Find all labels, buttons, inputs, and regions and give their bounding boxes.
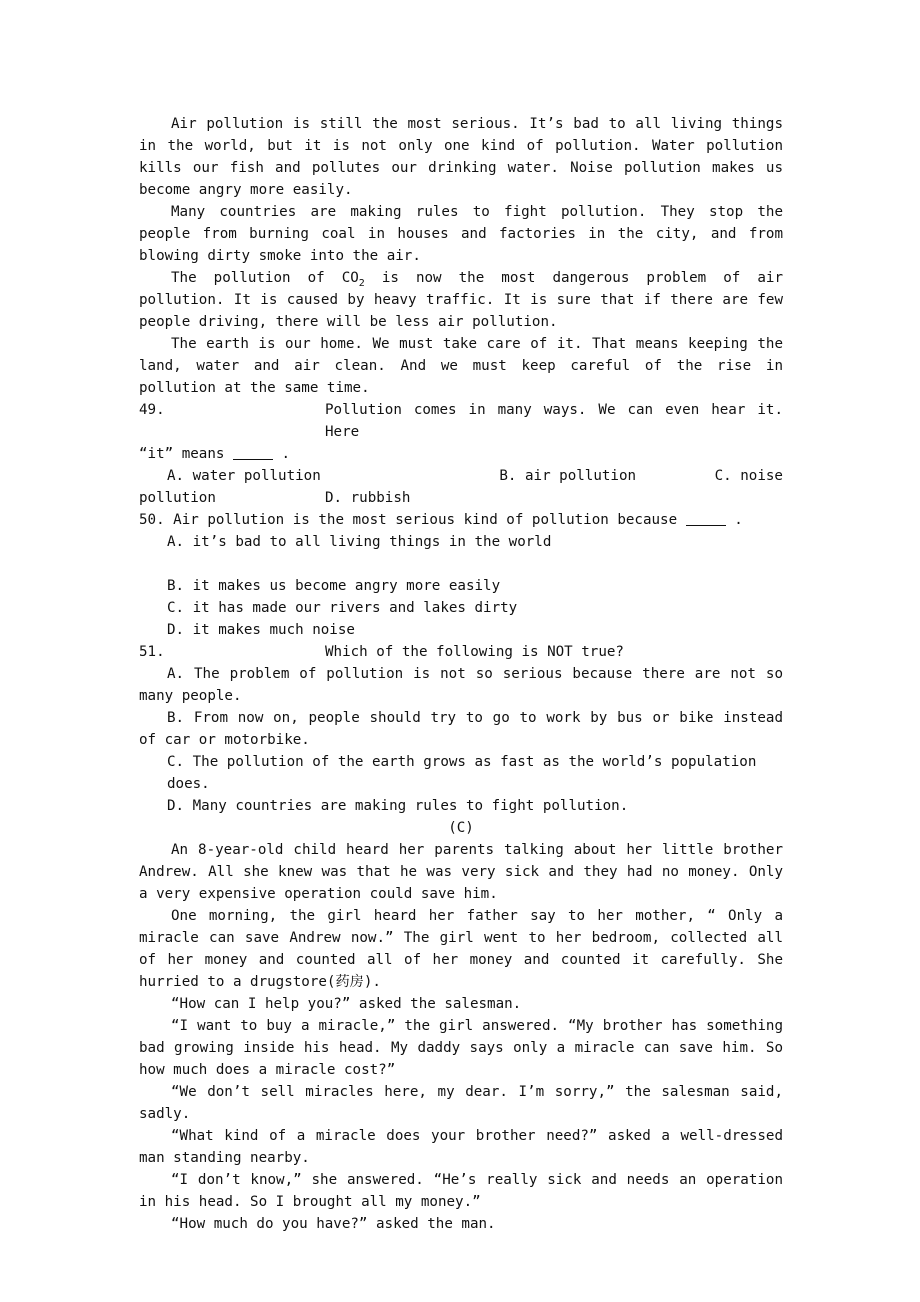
passage-b-paragraph-3 bbox=[139, 267, 783, 333]
option-b: B. air pollution bbox=[499, 468, 637, 484]
option-a: A. The problem of pollution is not so serious because there are not so many people. bbox=[139, 666, 783, 704]
question-49 bbox=[139, 399, 783, 443]
passage-b-paragraph-2: Many countries are making rules to fight pollution. They stop the people from burning coal in houses and factories in the city, and from blowing dirty smoke into the air. bbox=[139, 204, 783, 264]
passage-c-paragraph-3: “How can I help you?” asked the salesman. bbox=[171, 996, 522, 1012]
option-b: B. From now on, people should try to go to work by bus or bike instead of car or motorbike. bbox=[139, 710, 783, 748]
question-51-number: 51. bbox=[139, 644, 165, 660]
passage-c-paragraph-4: “I want to buy a miracle,” the girl answered. “My brother has something bad growing inside his head. My daddy says only a miracle can save him. So how much does a miracle cost?” bbox=[139, 1018, 783, 1078]
passage-c-paragraph-5: “We don’t sell miracles here, my dear. I’m sorry,” the salesman said, sadly. bbox=[139, 1084, 783, 1122]
option-a: A. it’s bad to all living things in the world bbox=[167, 534, 552, 550]
option-d: D. rubbish bbox=[325, 490, 411, 506]
passage-c-paragraph-1: An 8-year-old child heard her parents talking about her little brother Andrew. All she knew was that he was very sick and they had no money. Only a very expensive operation could save him. bbox=[139, 842, 783, 902]
option-a: A. water pollution bbox=[167, 468, 321, 484]
option-c: C. noise bbox=[714, 468, 783, 484]
answer-blank bbox=[686, 511, 726, 526]
co2-rest: is now the most dangerous problem of air pollution. It is caused by heavy traffic. It is sure that if there are few people driving, there will be less air pollution. bbox=[139, 270, 783, 330]
question-49-options-row-2 bbox=[139, 487, 783, 509]
option-c-cont: pollution bbox=[139, 490, 216, 506]
option-c: C. it has made our rivers and lakes dirty bbox=[167, 600, 518, 616]
option-d: D. Many countries are making rules to fight pollution. bbox=[167, 798, 629, 814]
passage-c-paragraph-8: “How much do you have?” asked the man. bbox=[171, 1216, 496, 1232]
question-50-end: . bbox=[734, 512, 743, 528]
question-49-line-2 bbox=[139, 443, 783, 465]
question-49-options-row bbox=[139, 465, 783, 487]
document-page bbox=[139, 113, 783, 1235]
question-51-stem: Which of the following is NOT true? bbox=[325, 644, 624, 660]
question-49-stem-2: “it” means bbox=[139, 446, 225, 462]
passage-c-paragraph-2: One morning, the girl heard her father say to her mother, “ Only a miracle can save Andrew now.” The girl went to her bedroom, collected all of her money and counted all of her money and counted it carefully. She hurried to a drugstore(药房). bbox=[139, 908, 783, 990]
option-c: C. The pollution of the earth grows as fast as the world’s population does. bbox=[167, 754, 757, 792]
co2-prefix: The pollution of CO bbox=[171, 270, 359, 286]
answer-blank bbox=[233, 445, 273, 460]
option-b: B. it makes us become angry more easily bbox=[167, 578, 501, 594]
option-d: D. it makes much noise bbox=[167, 622, 355, 638]
question-51 bbox=[139, 641, 783, 663]
passage-b-paragraph-4: The earth is our home. We must take care of it. That means keeping the land, water and air clean. And we must keep careful of the rise in pollution at the same time. bbox=[139, 336, 783, 396]
passage-c-paragraph-6: “What kind of a miracle does your brother need?” asked a well-dressed man standing nearby. bbox=[139, 1128, 783, 1166]
question-50 bbox=[139, 509, 783, 531]
section-heading: (C) bbox=[448, 820, 474, 836]
passage-c-paragraph-7: “I don’t know,” she answered. “He’s really sick and needs an operation in his head. So I brought all my money.” bbox=[139, 1172, 783, 1210]
spacer bbox=[139, 553, 783, 575]
question-49-end: . bbox=[281, 446, 291, 462]
question-49-number: 49. bbox=[139, 402, 165, 418]
question-50-stem: 50. Air pollution is the most serious kind of pollution because bbox=[139, 512, 678, 528]
question-49-stem: Pollution comes in many ways. We can even hear it. Here bbox=[325, 402, 783, 440]
passage-b-paragraph-1: Air pollution is still the most serious. It’s bad to all living things in the world, but it is not only one kind of pollution. Water pollution kills our fish and pollutes our drinking water. Noise pollution makes us become angry more easily. bbox=[139, 116, 783, 198]
co2-subscript: 2 bbox=[358, 277, 365, 289]
